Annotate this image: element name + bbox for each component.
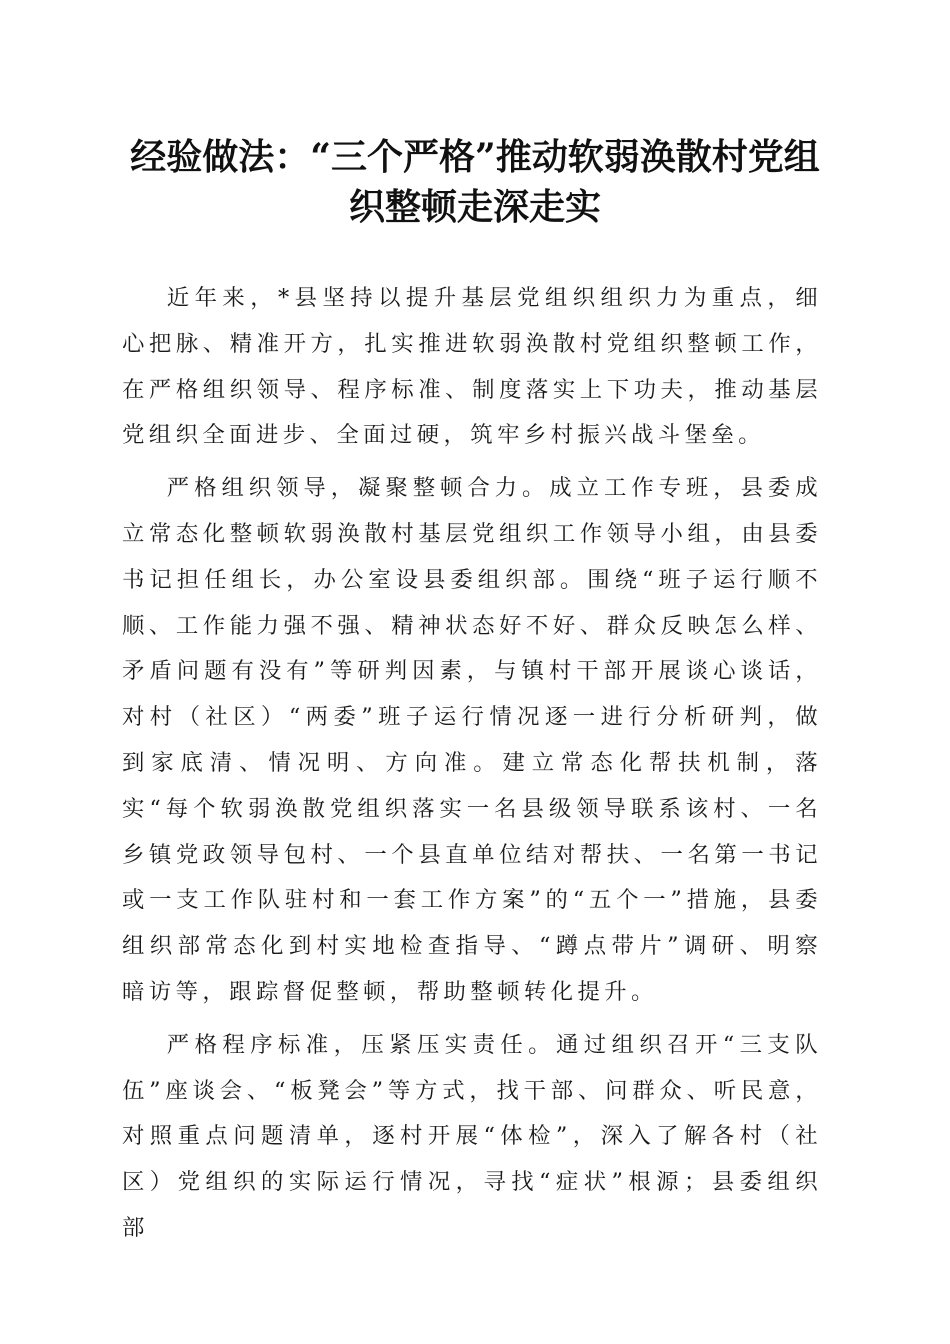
document-body [122,276,822,1259]
paragraph-intro: 近年来，*县坚持以提升基层党组织组织力为重点，细心把脉、精准开方，扎实推进软弱涣散村党组织整顿工作，在严格组织领导、程序标准、制度落实上下功夫，推动基层党组织全面进步、全面过硬，筑牢乡村振兴战斗堡垒。 [122,285,822,449]
document-title [110,132,840,232]
title-line-2: 织整顿走深走实 [348,186,601,228]
paragraph-procedure-standards: 严格程序标准，压紧压实责任。通过组织召开“三支队伍”座谈会、“板凳会”等方式，找干部、问群众、听民意，对照重点问题清单，逐村开展“体检”，深入了解各村（社区）党组织的实际运行情况，寻找“症状”根源；县委组织部 [122,1031,822,1241]
paragraph-organization-leadership: 严格组织领导，凝聚整顿合力。成立工作专班，县委成立常态化整顿软弱涣散村基层党组织工作领导小组，由县委书记担任组长，办公室设县委组织部。围绕“班子运行顺不顺、工作能力强不强、精神状态好不好、群众反映怎么样、矛盾问题有没有”等研判因素，与镇村干部开展谈心谈话，对村（社区）“两委”班子运行情况逐一进行分析研判，做到家底清、情况明、方向准。建立常态化帮扶机制，落实“每个软弱涣散党组织落实一名县级领导联系该村、一名乡镇党政领导包村、一个县直单位结对帮扶、一名第一书记或一支工作队驻村和一套工作方案”的“五个一”措施，县委组织部常态化到村实地检查指导、“蹲点带片”调研、明察暗访等，跟踪督促整顿，帮助整顿转化提升。 [122,475,822,1005]
title-line-1: 经验做法：“三个严格”推动软弱涣散村党组 [130,136,820,178]
